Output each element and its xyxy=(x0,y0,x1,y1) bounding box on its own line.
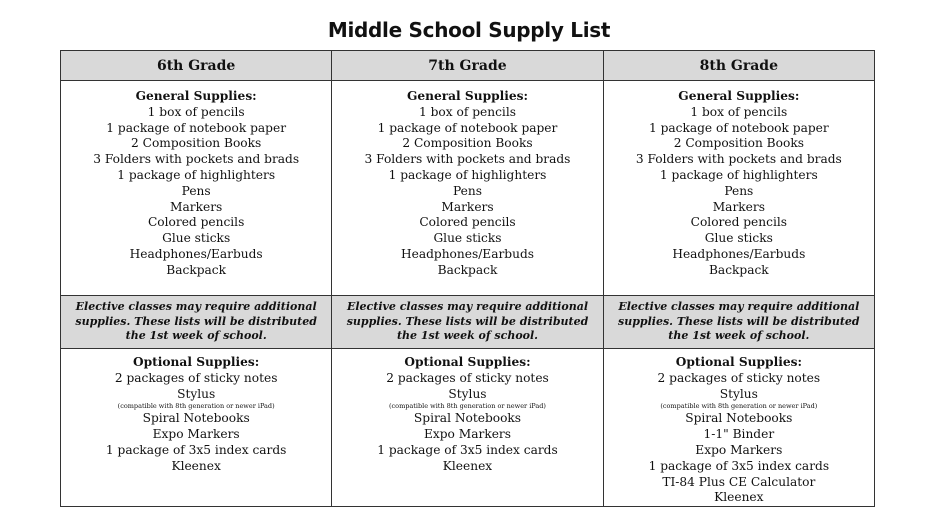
supply-item: 2 Composition Books xyxy=(673,136,804,151)
optional-supplies-list xyxy=(604,371,874,506)
supply-item: Headphones/Earbuds xyxy=(672,246,806,261)
optional-supplies-list xyxy=(61,371,331,475)
supply-item: 1 box of pencils xyxy=(419,104,516,119)
elective-note: Elective classes may require additional supplies. These lists will be distributed the 1st week of school. xyxy=(332,296,603,349)
grade-header: 8th Grade xyxy=(603,51,874,81)
supply-table xyxy=(60,50,875,507)
supply-item: Kleenex xyxy=(714,490,764,505)
supply-item: TI-84 Plus CE Calculator xyxy=(662,474,816,489)
supply-item: Backpack xyxy=(437,262,498,277)
supply-item: Markers xyxy=(712,199,765,214)
optional-supplies-list xyxy=(332,371,602,475)
supply-item: 3 Folders with pockets and brads xyxy=(93,152,300,167)
header-row xyxy=(61,51,875,81)
supply-item-note: (compatible with 8th generation or newer iPad) xyxy=(660,402,818,411)
optional-supplies-heading: Optional Supplies: xyxy=(675,355,802,369)
supply-item: 1 package of 3x5 index cards xyxy=(648,458,830,473)
elective-note: Elective classes may require additional supplies. These lists will be distributed the 1st week of school. xyxy=(603,296,874,349)
optional-supplies-heading: Optional Supplies: xyxy=(133,355,260,369)
elective-note-row xyxy=(61,296,875,349)
supply-item: Kleenex xyxy=(171,458,221,473)
supply-item: Headphones/Earbuds xyxy=(129,246,263,261)
supply-item: Expo Markers xyxy=(423,427,512,442)
optional-supplies-heading: Optional Supplies: xyxy=(404,355,531,369)
optional-supplies-cell xyxy=(61,349,332,507)
supply-item: Pens xyxy=(453,183,482,198)
elective-note: Elective classes may require additional supplies. These lists will be distributed the 1st week of school. xyxy=(61,296,332,349)
general-supplies-list xyxy=(61,105,331,279)
supply-item: Expo Markers xyxy=(152,427,240,442)
supply-item: 1 package of 3x5 index cards xyxy=(105,442,287,457)
supply-item: Spiral Notebooks xyxy=(142,411,250,426)
supply-item: 2 packages of sticky notes xyxy=(386,370,549,385)
supply-item: 1-1" Binder xyxy=(703,427,775,442)
grade-header: 6th Grade xyxy=(61,51,332,81)
supply-item: 1 package of highlighters xyxy=(388,167,547,182)
supply-item: 2 packages of sticky notes xyxy=(114,370,278,385)
supply-item-note: (compatible with 8th generation or newer iPad) xyxy=(117,402,275,411)
supply-item: Stylus xyxy=(448,386,487,401)
supply-item: Pens xyxy=(181,183,211,198)
general-supplies-heading: General Supplies: xyxy=(678,89,800,103)
general-supplies-list xyxy=(332,105,602,279)
general-supplies-cell xyxy=(61,81,332,296)
general-supplies-heading: General Supplies: xyxy=(406,89,529,103)
supply-item: Colored pencils xyxy=(690,215,787,230)
supply-item: Glue sticks xyxy=(162,231,231,246)
supply-item: 1 box of pencils xyxy=(690,104,788,119)
supply-item: Headphones/Earbuds xyxy=(400,246,534,261)
supply-item: 1 package of highlighters xyxy=(659,167,818,182)
general-supplies-cell xyxy=(332,81,603,296)
supply-item: 3 Folders with pockets and brads xyxy=(635,152,842,167)
supply-item: Glue sticks xyxy=(433,231,502,246)
supply-item: 2 packages of sticky notes xyxy=(657,370,821,385)
supply-item: Kleenex xyxy=(442,458,493,473)
general-supplies-cell xyxy=(603,81,874,296)
supply-item: Pens xyxy=(724,183,754,198)
supply-item: Stylus xyxy=(719,386,758,401)
optional-supplies-row xyxy=(61,349,875,507)
supply-item: Colored pencils xyxy=(419,215,516,230)
general-supplies-heading: General Supplies: xyxy=(135,89,257,103)
supply-item: Spiral Notebooks xyxy=(413,411,522,426)
grade-header: 7th Grade xyxy=(332,51,603,81)
supply-item: Backpack xyxy=(708,262,769,277)
supply-item: 2 Composition Books xyxy=(131,136,262,151)
supply-item: 1 package of 3x5 index cards xyxy=(377,442,558,457)
supply-item: Backpack xyxy=(166,262,227,277)
supply-item: 2 Composition Books xyxy=(402,136,533,151)
general-supplies-list xyxy=(604,105,874,279)
supply-item: 1 package of highlighters xyxy=(117,167,276,182)
general-supplies-row xyxy=(61,81,875,296)
optional-supplies-cell xyxy=(603,349,874,507)
supply-item: 1 package of notebook paper xyxy=(106,120,287,135)
supply-item: Expo Markers xyxy=(695,442,783,457)
supply-item: Markers xyxy=(170,199,223,214)
supply-item: 1 package of notebook paper xyxy=(377,120,558,135)
page-title: Middle School Supply List xyxy=(327,18,611,42)
supply-item: 1 package of notebook paper xyxy=(648,120,829,135)
supply-item: Glue sticks xyxy=(704,231,773,246)
supply-item: Spiral Notebooks xyxy=(685,411,793,426)
optional-supplies-cell xyxy=(332,349,603,507)
supply-item: Markers xyxy=(441,199,494,214)
supply-item: Stylus xyxy=(177,386,216,401)
supply-item-note: (compatible with 8th generation or newer iPad) xyxy=(389,402,546,411)
supply-item: 3 Folders with pockets and brads xyxy=(364,152,571,167)
supply-item: Colored pencils xyxy=(147,215,245,230)
supply-item: 1 box of pencils xyxy=(147,104,245,119)
